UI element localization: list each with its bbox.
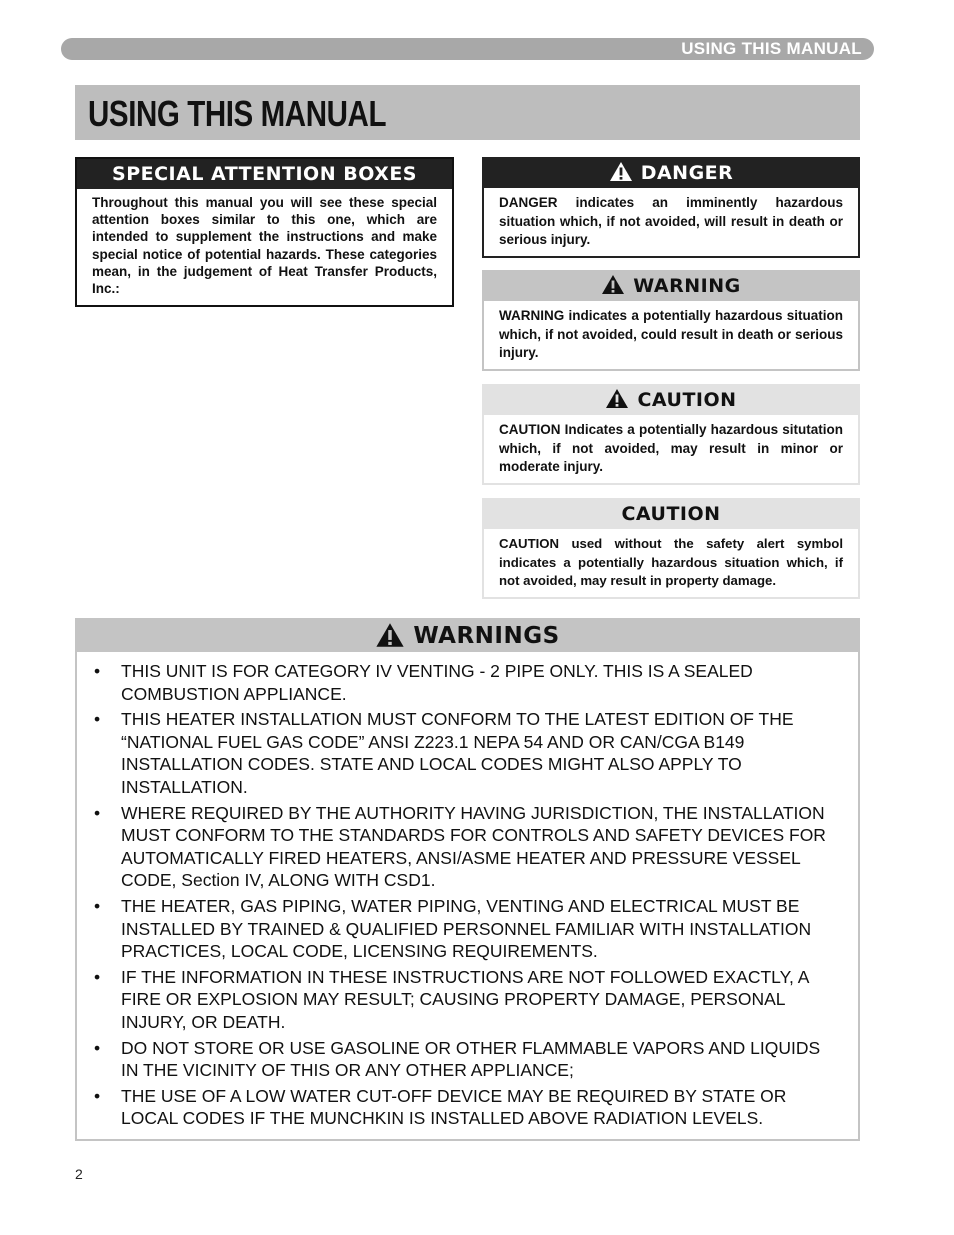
bullet: • xyxy=(94,1085,101,1106)
danger-box xyxy=(482,157,860,258)
list-item xyxy=(94,966,838,1034)
danger-body: DANGER indicates an imminently hazardous situation which, if not avoided, will result in death or serious injury. xyxy=(499,195,843,247)
list-item xyxy=(94,1085,838,1130)
caution-plain-body: CAUTION used without the safety alert symbol indicates a potentially hazardous situation which, if not avoided, may result in property damage. xyxy=(499,536,843,588)
warning-item-text: THIS HEATER INSTALLATION MUST CONFORM TO THE LATEST EDITION OF THE “NATIONAL FUEL GAS CODE” ANSI Z223.1 NEPA 54 AND OR CAN/CGA B149 INSTALLATION CODES. STATE AND LOCAL CODES MIGHT ALSO APPLY TO INSTALLATION. xyxy=(121,709,794,797)
caution-symbol-body: CAUTION Indicates a potentially hazardous situtation which, if not avoided, may result in minor or moderate injury. xyxy=(499,422,843,474)
warnings-label: WARNINGS xyxy=(413,623,560,649)
page-title: USING THIS MANUAL xyxy=(88,93,387,134)
warnings-list xyxy=(77,652,858,1130)
bullet: • xyxy=(94,709,101,730)
bullet: • xyxy=(94,802,101,823)
list-item xyxy=(94,1037,838,1082)
caution-plain-box xyxy=(482,498,860,599)
warning-heading xyxy=(484,272,858,301)
warning-item-text: IF THE INFORMATION IN THESE INSTRUCTIONS ARE NOT FOLLOWED EXACTLY, A FIRE OR EXPLOSION MAY RESULT; CAUSING PROPERTY DAMAGE, PERSONAL INJURY, OR DEATH. xyxy=(121,966,809,1032)
warning-item-text: DO NOT STORE OR USE GASOLINE OR OTHER FLAMMABLE VAPORS AND LIQUIDS IN THE VICINITY OF THIS OR ANY OTHER APPLIANCE; xyxy=(121,1037,821,1081)
title-band xyxy=(75,85,860,140)
warning-box xyxy=(482,270,860,371)
special-attention-body: Throughout this manual you will see these special attention boxes similar to this one, which are intended to supplement the instructions and make special notice of potential hazards. These categories mean, in the judgement of Heat Transfer Products, Inc.: xyxy=(92,195,437,297)
warning-triangle-icon xyxy=(609,161,633,182)
bullet: • xyxy=(94,661,101,681)
warning-triangle-icon xyxy=(375,622,405,648)
caution-symbol-heading xyxy=(484,386,858,415)
danger-label: DANGER xyxy=(640,162,734,184)
running-header xyxy=(61,38,874,60)
bullet: • xyxy=(94,966,101,987)
list-item xyxy=(94,802,838,892)
special-attention-box xyxy=(75,157,454,307)
warning-item-text: WHERE REQUIRED BY THE AUTHORITY HAVING JURISDICTION, THE INSTALLATION MUST CONFORM TO THE STANDARDS FOR CONTROLS AND SAFETY DEVICES FOR AUTOMATICALLY FIRED HEATERS, ANSI/ASME HEATER AND PRESSURE VESSEL CODE, Section IV, ALONG WITH CSD1. xyxy=(121,802,826,891)
caution-symbol-box xyxy=(482,384,860,485)
list-item xyxy=(94,708,838,798)
special-attention-heading: SPECIAL ATTENTION BOXES xyxy=(77,159,452,189)
bullet: • xyxy=(94,895,101,916)
warning-item-text: THIS UNIT IS FOR CATEGORY IV VENTING - 2 PIPE ONLY. THIS IS A SEALED COMBUSTION APPLIANCE. xyxy=(121,661,753,704)
page-number: 2 xyxy=(75,1166,83,1182)
running-title: USING THIS MANUAL xyxy=(681,39,862,58)
caution-symbol-label: CAUTION xyxy=(637,389,737,411)
bullet: • xyxy=(94,1037,101,1058)
danger-heading xyxy=(484,159,858,188)
warnings-box xyxy=(75,618,860,1141)
warning-triangle-icon xyxy=(605,388,629,409)
warning-body: WARNING indicates a potentially hazardous situation which, if not avoided, could result in death or serious injury. xyxy=(499,308,843,360)
list-item xyxy=(94,895,838,963)
warning-triangle-icon xyxy=(601,274,625,295)
warning-item-text: THE USE OF A LOW WATER CUT-OFF DEVICE MAY BE REQUIRED BY STATE OR LOCAL CODES IF THE MUNCHKIN IS INSTALLED ABOVE RADIATION LEVELS. xyxy=(121,1085,787,1129)
warning-label: WARNING xyxy=(633,275,741,297)
caution-plain-heading: CAUTION xyxy=(484,500,858,529)
warning-item-text: THE HEATER, GAS PIPING, WATER PIPING, VENTING AND ELECTRICAL MUST BE INSTALLED BY TRAINED & QUALIFIED PERSONNEL FAMILIAR WITH INSTALLATION PRACTICES, LOCAL CODE, LICENSING REQUIREMENTS. xyxy=(121,895,812,962)
warnings-heading xyxy=(77,620,858,652)
list-item xyxy=(94,660,838,705)
